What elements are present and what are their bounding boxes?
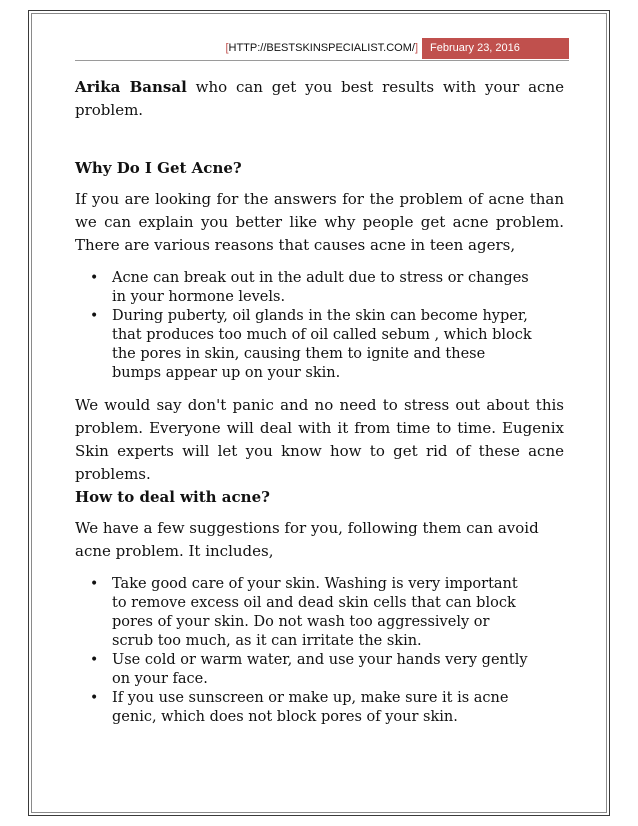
- list-item: [90, 307, 532, 383]
- list-item-text: If you use sunscreen or make up, make sure it is acne genic, which does not block pores of your skin.: [112, 690, 509, 725]
- document-body: [75, 76, 564, 738]
- section-heading-why-acne: Why Do I Get Acne?: [75, 159, 242, 177]
- bullet-list-causes: [75, 269, 564, 383]
- list-item: [90, 689, 532, 727]
- list-item: [90, 269, 532, 307]
- intro-text: who can get you best results with your acne problem.: [75, 78, 565, 119]
- list-item-text: Take good care of your skin. Washing is very important to remove excess oil and dead skin cells that can block pores of your skin. Do not wash too aggressively or scrub too much, as it can irritate the skin.: [112, 576, 518, 649]
- section-paragraph-deal-with-acne: We have a few suggestions for you, following them can avoid acne problem. It includes,: [75, 519, 539, 560]
- header-date: February 23, 2016: [422, 38, 569, 59]
- list-item-text: Use cold or warm water, and use your hands very gently on your face.: [112, 652, 528, 687]
- header-open-bracket: [: [225, 42, 229, 54]
- bullet-icon: •: [90, 690, 99, 706]
- section-closing-paragraph: We would say don't panic and no need to stress out about this problem. Everyone will deal with it from time to time. Eugenix Skin experts will let you know how to get rid of these acne problems.: [75, 396, 564, 483]
- bullet-icon: •: [90, 576, 99, 592]
- intro-paragraph: [75, 76, 564, 122]
- header-url-text[interactable]: HTTP://BESTSKINSPECIALIST.COM/: [228, 42, 415, 54]
- bullet-list-suggestions: [75, 575, 564, 727]
- bullet-icon: •: [90, 652, 99, 668]
- bullet-icon: •: [90, 308, 99, 324]
- list-item: [90, 651, 532, 689]
- list-item: [90, 575, 532, 651]
- header-close-bracket: ]: [414, 42, 418, 54]
- author-name: Arika Bansal: [75, 78, 187, 96]
- header-divider: [75, 60, 569, 61]
- list-item-text: Acne can break out in the adult due to stress or changes in your hormone levels.: [112, 270, 529, 305]
- list-item-text: During puberty, oil glands in the skin can become hyper, that produces too much of oil called sebum , which block the pores in skin, causing them to ignite and these bumps appear up on your skin.: [112, 308, 532, 381]
- section-heading-deal-with-acne: How to deal with acne?: [75, 488, 270, 506]
- bullet-icon: •: [90, 270, 99, 286]
- section-paragraph-why-acne: If you are looking for the answers for the problem of acne than we can explain you better like why people get acne problem. There are various reasons that causes acne in teen agers,: [75, 190, 564, 254]
- header-url[interactable]: [215, 38, 418, 58]
